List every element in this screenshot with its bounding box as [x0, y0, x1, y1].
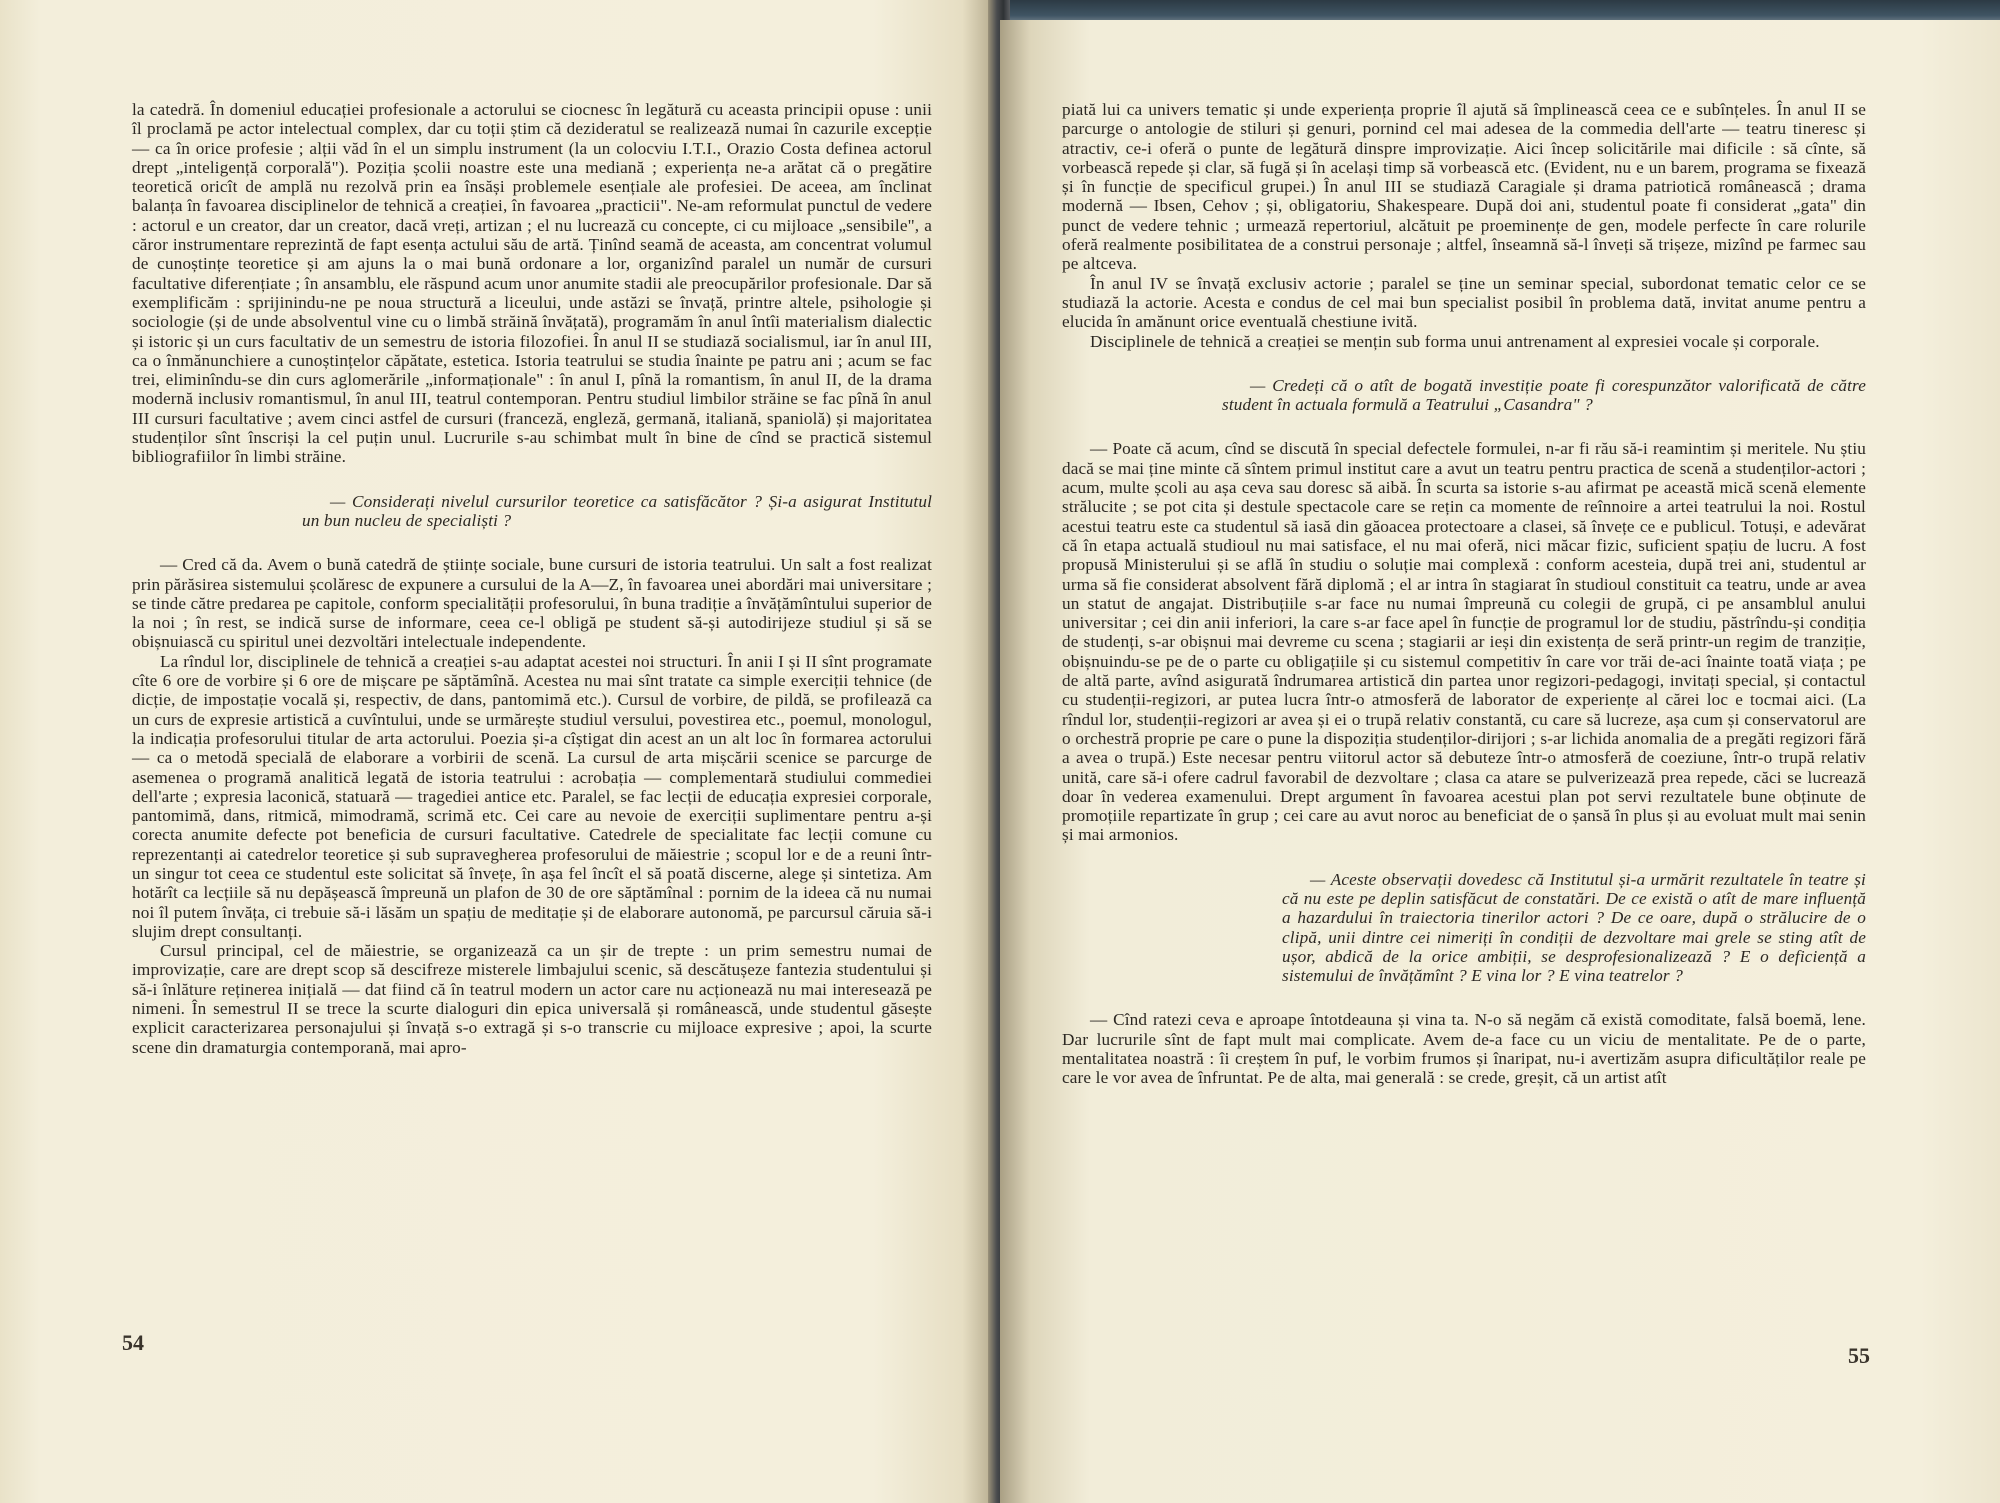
left-page — [0, 0, 992, 1503]
page-number: 55 — [1848, 1343, 1870, 1368]
page-number: 54 — [122, 1330, 144, 1355]
right-page-text — [1062, 100, 1866, 1088]
paragraph: la catedră. În domeniul educației profesionale a actorului se ciocnesc în legătură cu aceasta principii opuse : unii îl proclamă pe actor intelectual complex, dar cu toții știm că dezideratul se realizează numai în cazurile excepție — ca în orice profesie ; alții văd în el un simplu instrument (la un colocviu I.T.I., Orazio Costa definea actorul drept „inteligență corporală"). Poziția școlii noastre este una mediană ; experiența ne-a arătat că o pregătire teoretică oricît de amplă nu rezolvă prin ea însăși problemele esențiale ale profesiei. De aceea, am înclinat balanța în favoarea disciplinelor de tehnică a creației, în favoarea „practicii". Ne-am reformulat punctul de vedere : actorul e un creator, dar un creator, dacă vreți, artizan ; el nu lucrează cu concepte, ci cu mijloace „sensibile", a căror instrumentare reprezintă de fapt esența actului său de artă. Ținînd seamă de aceasta, am concentrat volumul de cunoștințe teoretice și am ajuns la o mai bună ordonare a lor, organizînd paralel un număr de cursuri facultative diferențiate ; în ansamblu, ele răspund acum unor anumite stadii ale preocupărilor profesionale. Dar să exemplificăm : sprijinindu-ne pe noua structură a liceului, unde astăzi se învață, printre altele, psihologie și sociologie (și de unde absolventul vine cu o limbă străină învățată), programăm în anul întîi materialism dialectic și istoric și un curs facultativ de un semestru de istoria filozofiei. În anul II se studiază socialismul, iar în anul III, ca o înmănunchiere a cunoștințelor căpătate, estetica. Istoria teatrului se studia înainte pe patru ani ; acum se fac trei, eliminîndu-se din curs aglomerările „informaționale" : în anul I, pînă la romantism, în anul II, de la drama modernă inclusiv romantismul, în anul III, teatrul contemporan. Pentru studiul limbilor străine se fac pînă în anul III cursuri facultative ; avem cinci astfel de cursuri (franceză, engleză, germană, italiană, spaniolă) și majoritatea studenților sînt înscriși la cel puțin unul. Lucrurile s-au schimbat mult în bine de cînd se practică sistemul bibliografiilor în limbi străine. — [132, 100, 932, 467]
left-page-text — [132, 100, 932, 1057]
paragraph: La rîndul lor, disciplinele de tehnică a creației s-au adaptat acestei noi structuri. În anii I și II sînt programate cîte 6 ore de vorbire și 6 ore de mișcare pe săptămînă. Acestea nu mai sînt tratate ca simple exerciții tehnice (de dicție, de impostație vocală și, respectiv, de dans, pantomimă etc.). Cursul de vorbire, de pildă, se profilează ca un curs de expresie artistică a cuvîntului, unde se urmărește studiul versului, povestirea etc., poemul, monologul, la indicația profesorului titular de arta actorului. Poezia și-a cîștigat din acest an un alt loc în formarea actorului — ca o metodă specială de elaborare a vorbirii de scenă. La cursul de arta mișcării scenice se parcurge de asemenea o programă analitică legată de istoria teatrului : acrobația — complementară studiului commediei dell'arte ; expresia laconică, statuară — tragediei antice etc. Paralel, se fac lecții de educația expresiei corporale, pantomimă, dans, ritmică, mimodramă, scrimă etc. Cei care au nevoie de exerciții suplimentare pentru a-și corecta anumite defecte pot beneficia de cursuri facultative. Catedrele de specialitate fac lecții comune cu reprezentanți ai catedrelor teoretice și sub supravegherea profesorului de măiestrie ; scopul lor e de a reuni într-un singur tot ceea ce studentul este solicitat să învețe, în așa fel încît el să poată discerne, alege și sintetiza. Am hotărît ca lecțiile să nu depășească împreună un plafon de 30 de ore săptămînal : pornim de la ideea că nu numai noi îl putem învăța, ci trebuie să-i lăsăm un spațiu de meditație și de elaborare autonomă, pe parcursul căruia să-i slujim drept consultanți. — [132, 651, 932, 941]
interview-question: — Considerați nivelul cursurilor teoretice ca satisfăcător ? Și-a asigurat Institutul un bun nucleu de specialiști ? — [302, 491, 932, 530]
paragraph: Disciplinele de tehnică a creației se mențin sub forma unui antrenament al expresiei vocale și corporale. — [1090, 331, 1820, 351]
paragraph: În anul IV se învață exclusiv actorie ; paralel se ține un seminar special, subordonat tematic celor ce se studiază la actorie. Acesta e condus de cel mai bun specialist posibil în problema dată, invitat anume pentru a elucida în amănunt orice eventuală chestiune ivită. — [1062, 273, 1866, 332]
book-cover-edge — [1010, 0, 2000, 22]
paragraph: — Poate că acum, cînd se discută în special defectele formulei, n-ar fi rău să-i reamintim și meritele. Nu știu dacă se mai ține minte că sîntem primul institut care a avut un teatru pentru practica de scenă a studenților-actori ; acum, multe școli au așa ceva sau doresc să aibă. În scurta sa istorie s-au afirmat pe această mică scenă elemente strălucite ; se pot cita și destule spectacole care se rețin ca momente de reînnoire a artei teatrului la noi. Rostul acestui teatru este ca studentul să iasă din găoacea protectoare a clasei, să învețe ce e publicul. Totuși, e adevărat că în etapa actuală studioul nu mai satisface, el nu mai oferă, nici măcar fizic, suficient spațiu de lucru. A fost propusă Ministerului și se află în studiu o soluție mai complexă : conform acesteia, după trei ani, studentul ar urma să fie considerat absolvent fără diplomă ; el ar intra în stagiarat în studioul constituit ca teatru, unde ar avea un statut de angajat. Distribuțiile s-ar face nu numai împreună cu colegii de grupă, ci pe ansamblul anului universitar ; cei din anii inferiori, la care s-ar face apel în funcție de programul lor de studiu, păstrîndu-și condiția de studenți, s-ar obișnui mai devreme cu scena ; stagiarii ar ieși din existența de seră printr-un regim de tranziție, obișnuindu-se pe de o parte cu obligațiile și cu sistemul competitiv în care vor trăi de-aci înainte toată viața ; pe de altă parte, avînd asigurată îndrumarea artistică din partea unor regizori-pedagogi, invitați special, și contactul cu studenții-regizori, ar putea lucra într-o atmosferă de laborator de experiențe al cărei loc e tocmai aici. (La rîndul lor, studenții-regizori ar avea și ei o trupă relativ constantă, cu care să lucreze, așa cum și conservatorul are o orchestră proprie pe care o pune la dispoziția studenților-dirijori ; s-ar lichida anomalia de a pregăti regizori fără a avea o trupă.) Este necesar pentru viitorul actor să debuteze într-o atmosferă de coeziune, într-o trupă relativ unită, care să-i ofere cadrul favorabil de dezvoltare ; clasa ca atare se pulverizează prea repede, căci se lucrează doar în vederea examenului. Drept argument în favoarea acestui plan pot servi rezultatele bune obținute de promoțiile repartizate în grup ; cei care au avut noroc au beneficiat de o șansă în plus și au evoluat mult mai senin și mai armonios. — [1062, 439, 1866, 845]
paragraph: Cursul principal, cel de măiestrie, se organizează ca un șir de trepte : un prim semestru numai de improvizație, care are drept scop să descifreze misterele limbajului scenic, să descătușeze fantezia studentului și să-i înlăture reținerea inițială — dat fiind că în teatrul modern un actor care nu acționează nu mai interesează pe nimeni. În semestrul II se trece la scurte dialoguri din epica universală și românească, unde studentul găsește explicit caracterizarea personajului și învață s-o extragă și s-o transcrie cu mijloace expresive ; apoi, la scurte scene din dramaturgia contemporană, mai apro- — [132, 941, 932, 1057]
paragraph: piată lui ca univers tematic și unde experiența proprie îl ajută să împlinească ceea ce e subînțeles. În anul II se parcurge o antologie de stiluri și genuri, pornind cel mai adesea de la commedia dell'arte — teatru tineresc și atractiv, ce-i oferă o punte de legătură dinspre improvizație. Aici încep solicitările mai dificile : să cînte, să vorbească repede și clar, să fugă și în același timp să vorbească etc. (Evident, nu e un barem, programa se fixează și în funcție de specificul grupei.) În anul III se studiază Caragiale și drama patriotică românească ; drama modernă — Ibsen, Cehov ; și, obligatoriu, Shakespeare. După doi ani, studentul poate fi considerat „gata" din punct de vedere tehnic ; urmează repertoriul, alcătuit pe proeminențe de gen, modele perfecte în care rolurile oferă realmente posibilitatea de a construi personaje ; altfel, înseamnă să-l înveți să trișeze, mizînd pe farmec sau pe altceva. — [1062, 100, 1866, 274]
paragraph: — Cred că da. Avem o bună catedră de științe sociale, bune cursuri de istoria teatrului. Un salt a fost realizat prin părăsirea sistemului școlăresc de expunere a cursului de la A—Z, în favoarea unei abordări mai universitare ; se tinde către predarea pe capitole, conform specialității profesorului, în buna tradiție a învățămîntului superior de la noi ; în rest, se indică surse de informare, ceea ce-l obligă pe student să-și autodirijeze studiul și să se obișnuiască cu spiritul unei dezvoltări intelectuale independente. — [132, 555, 932, 652]
right-page — [1000, 20, 2000, 1503]
paragraph: — Cînd ratezi ceva e aproape întotdeauna și vina ta. N-o să negăm că există comoditate, falsă boemă, lene. Dar lucrurile sînt de fapt mult mai complicate. Avem de-a face cu un viciu de mentalitate. Pe de o parte, mentalitatea noastră : îi creștem în puf, le vorbim frumos și înaripat, nu-i avertizăm asupra dificultăților reale pe care le vor avea de înfruntat. Pe de alta, mai generală : se crede, greșit, că un artist atît — [1062, 1010, 1866, 1088]
interview-question: — Credeți că o atît de bogată investiție poate fi corespunzător valorificată de către student în actuala formulă a Teatrului „Casandra" ? — [1222, 375, 1866, 415]
interview-question: — Aceste observații dovedesc că Institutul și-a urmărit rezultatele în teatre și că nu este pe deplin satisfăcut de constatări. De ce există o atît de mare influență a hazardului în traiectoria tinerilor actori ? De ce oare, după o strălucire de o clipă, unii dintre cei nimeriți în condiții de dezvoltare mai grele se sting atît de ușor, abdică de la orice ambiții, se desprofesionalizează ? E o deficiență a sistemului de învățămînt ? E vina lor ? E vina teatrelor ? — [1282, 869, 1866, 986]
